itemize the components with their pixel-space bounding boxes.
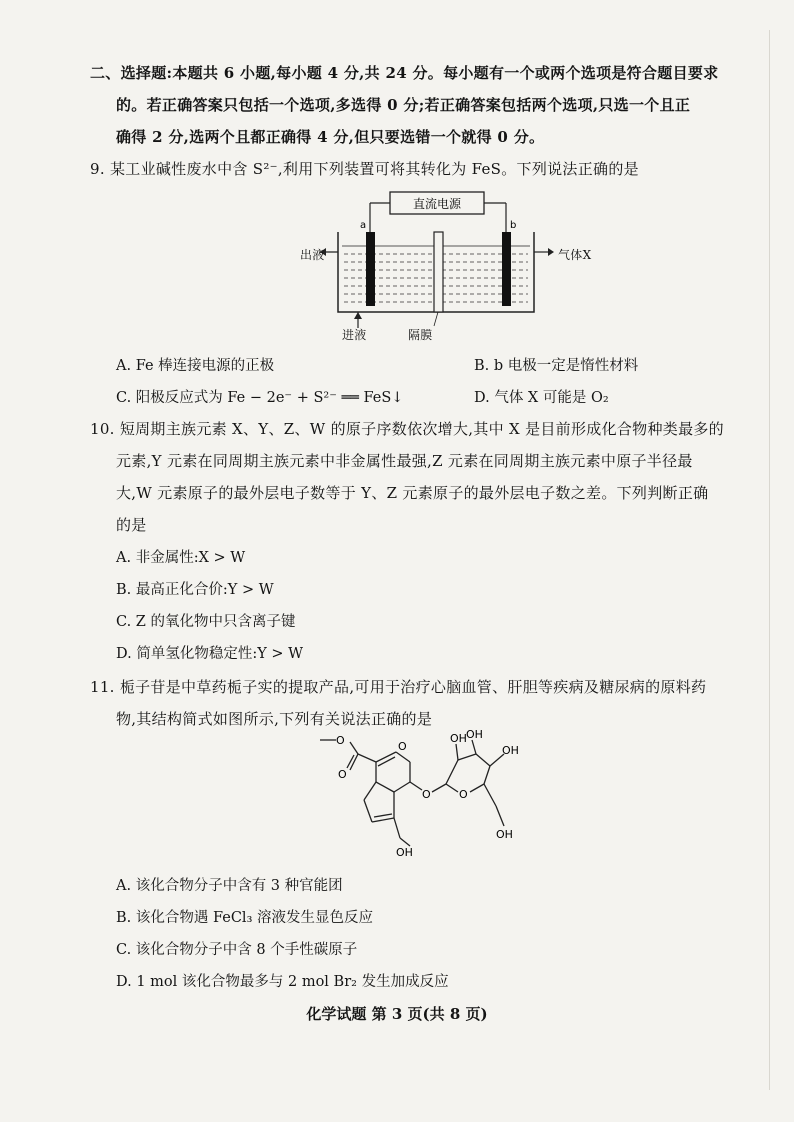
membrane-label: 隔膜	[408, 328, 433, 342]
svg-text:O: O	[398, 740, 407, 753]
q11-option-b[interactable]: B. 该化合物遇 FeCl₃ 溶液发生显色反应	[116, 910, 373, 926]
svg-text:O: O	[338, 768, 347, 781]
electrode-a	[366, 232, 375, 306]
q9-option-d[interactable]: D. 气体 X 可能是 O₂	[474, 390, 609, 406]
q10-option-a[interactable]: A. 非金属性:X > W	[116, 550, 246, 566]
svg-text:OH: OH	[502, 744, 519, 757]
svg-text:OH: OH	[450, 732, 467, 745]
q11-option-d[interactable]: D. 1 mol 该化合物最多与 2 mol Br₂ 发生加成反应	[116, 974, 449, 990]
q10-stem-line-1: 10. 短周期主族元素 X、Y、Z、W 的原子序数依次增大,其中 X 是目前形成化合物种类最多的	[90, 420, 724, 438]
membrane	[434, 232, 443, 312]
power-supply-label: 直流电源	[412, 197, 462, 211]
gas-x-label: 气体X	[558, 248, 592, 262]
q10-option-d[interactable]: D. 简单氢化物稳定性:Y > W	[116, 646, 304, 662]
q11-option-c[interactable]: C. 该化合物分子中含 8 个手性碳原子	[116, 942, 358, 958]
electrolysis-cell-diagram	[318, 188, 558, 340]
page-edge	[769, 30, 770, 1090]
page-footer: 化学试题 第 3 页(共 8 页)	[306, 1005, 488, 1023]
inlet-label: 进液	[342, 328, 367, 342]
section-instructions-line-2: 的。若正确答案只包括一个选项,多选得 0 分;若正确答案包括两个选项,只选一个且正	[116, 96, 691, 114]
q9-option-c[interactable]: C. 阳极反应式为 Fe − 2e⁻ + S²⁻ ══ FeS↓	[116, 390, 404, 406]
electrode-a-label: a	[360, 220, 367, 231]
q11-option-a[interactable]: A. 该化合物分子中含有 3 种官能团	[116, 878, 343, 894]
section-instructions-line-1: 二、选择题:本题共 6 小题,每小题 4 分,共 24 分。每小题有一个或两个选项是符合题目要求	[90, 64, 719, 82]
svg-text:O: O	[422, 788, 431, 801]
section-instructions-line-3: 确得 2 分,选两个且都正确得 4 分,但只要选错一个就得 0 分。	[116, 128, 545, 146]
svg-text:OH: OH	[496, 828, 513, 841]
q9-option-a[interactable]: A. Fe 棒连接电源的正极	[116, 358, 275, 374]
q9-stem: 9. 某工业碱性废水中含 S²⁻,利用下列装置可将其转化为 FeS。下列说法正确的是	[90, 160, 639, 178]
q10-stem-line-2: 元素,Y 元素在同周期主族元素中非金属性最强,Z 元素在同周期主族元素中原子半径最	[116, 452, 693, 470]
q10-stem-line-3: 大,W 元素原子的最外层电子数等于 Y、Z 元素原子的最外层电子数之差。下列判断正确	[116, 484, 709, 502]
geniposide-structure	[300, 726, 570, 866]
svg-text:O: O	[336, 734, 345, 747]
svg-text:OH: OH	[396, 846, 413, 859]
q10-option-c[interactable]: C. Z 的氧化物中只含离子键	[116, 614, 296, 630]
q11-stem-line-2: 物,其结构简式如图所示,下列有关说法正确的是	[116, 710, 433, 728]
svg-text:O: O	[459, 788, 468, 801]
q11-stem-line-1: 11. 栀子苷是中草药栀子实的提取产品,可用于治疗心脑血管、肝胆等疾病及糖尿病的原料药	[90, 678, 707, 696]
outlet-label: 出液	[300, 248, 325, 262]
svg-text:OH: OH	[466, 728, 483, 741]
q9-option-b[interactable]: B. b 电极一定是惰性材料	[474, 358, 639, 374]
q10-stem-line-4: 的是	[116, 516, 147, 534]
electrode-b-label: b	[510, 220, 517, 231]
electrode-b	[502, 232, 511, 306]
q10-option-b[interactable]: B. 最高正化合价:Y > W	[116, 582, 274, 598]
